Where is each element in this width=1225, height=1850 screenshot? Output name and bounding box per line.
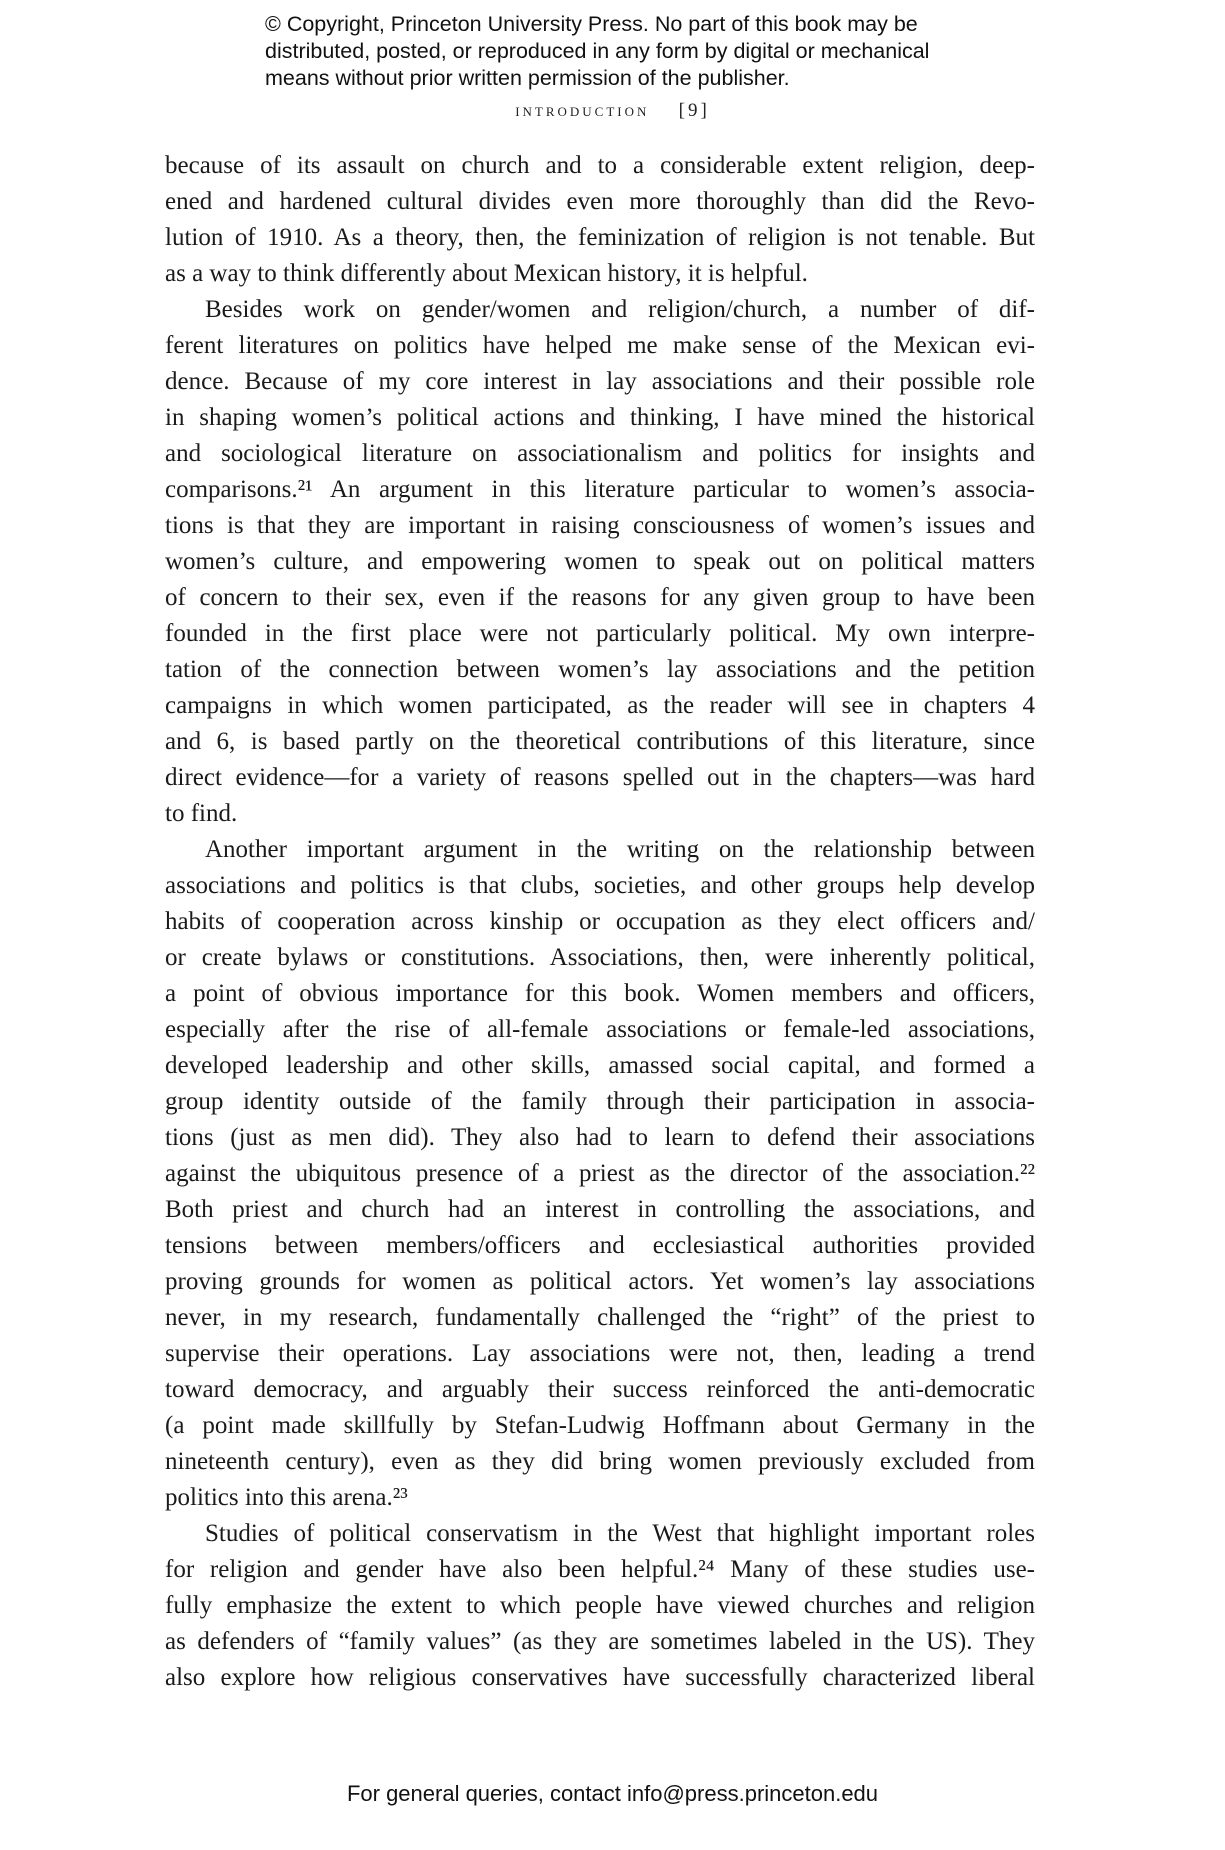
text-line: habits of cooperation across kinship or occupation as they elect officers and/	[165, 908, 1035, 935]
page-number: [9]	[678, 100, 710, 121]
copyright-line: © Copyright, Princeton University Press. No part of this book may be	[265, 12, 918, 36]
running-head-title: introduction	[515, 100, 650, 121]
text-line: because of its assault on church and to a considerable extent religion, deep-	[165, 152, 1035, 179]
text-line: (a point made skillfully by Stefan-Ludwig Hoffmann about Germany in the	[165, 1412, 1035, 1439]
copyright-line: distributed, posted, or reproduced in any form by digital or mechanical	[265, 39, 930, 63]
text-line: developed leadership and other skills, amassed social capital, and formed a	[165, 1052, 1035, 1079]
text-line: women’s culture, and empowering women to speak out on political matters	[165, 548, 1035, 575]
text-line: especially after the rise of all-female associations or female-led associations,	[165, 1016, 1035, 1043]
text-line: toward democracy, and arguably their success reinforced the anti-democratic	[165, 1376, 1035, 1403]
text-line: fully emphasize the extent to which people have viewed churches and religion	[165, 1592, 1035, 1619]
text-line: tensions between members/officers and ecclesiastical authorities provided	[165, 1232, 1035, 1259]
text-line: never, in my research, fundamentally challenged the “right” of the priest to	[165, 1304, 1035, 1331]
text-line: group identity outside of the family through their participation in associa-	[165, 1088, 1035, 1115]
text-line: Studies of political conservatism in the West that highlight important roles	[205, 1520, 1035, 1547]
text-line: ened and hardened cultural divides even more thoroughly than did the Revo-	[165, 188, 1035, 215]
text-line: tation of the connection between women’s lay associations and the petition	[165, 656, 1035, 683]
text-line: comparisons.²¹ An argument in this literature particular to women’s associa-	[165, 476, 1035, 503]
text-line: Besides work on gender/women and religion/church, a number of dif-	[205, 296, 1035, 323]
text-line: in shaping women’s political actions and thinking, I have mined the historical	[165, 404, 1035, 431]
text-line: as a way to think differently about Mexican history, it is helpful.	[165, 260, 808, 287]
text-line: as defenders of “family values” (as they are sometimes labeled in the US). They	[165, 1628, 1035, 1655]
body-text	[165, 148, 1035, 1696]
text-line: or create bylaws or constitutions. Associations, then, were inherently political,	[165, 944, 1035, 971]
text-line: Another important argument in the writing on the relationship between	[205, 836, 1035, 863]
text-line: founded in the first place were not particularly political. My own interpre-	[165, 620, 1035, 647]
copyright-notice	[265, 11, 1025, 92]
text-line: supervise their operations. Lay associations were not, then, leading a trend	[165, 1340, 1035, 1367]
text-line: tions (just as men did). They also had to learn to defend their associations	[165, 1124, 1035, 1151]
text-line: a point of obvious importance for this book. Women members and officers,	[165, 980, 1035, 1007]
text-line: politics into this arena.²³	[165, 1484, 408, 1511]
text-line: and sociological literature on associationalism and politics for insights and	[165, 440, 1035, 467]
text-line: also explore how religious conservatives have successfully characterized liberal	[165, 1664, 1035, 1691]
text-line: associations and politics is that clubs, societies, and other groups help develop	[165, 872, 1035, 899]
copyright-line: means without prior written permission of the publisher.	[265, 66, 790, 90]
text-line: nineteenth century), even as they did bring women previously excluded from	[165, 1448, 1035, 1475]
text-line: against the ubiquitous presence of a priest as the director of the association.²²	[165, 1160, 1035, 1187]
text-line: of concern to their sex, even if the reasons for any given group to have been	[165, 584, 1035, 611]
text-line: tions is that they are important in raising consciousness of women’s issues and	[165, 512, 1035, 539]
text-line: for religion and gender have also been helpful.²⁴ Many of these studies use-	[165, 1556, 1035, 1583]
text-line: dence. Because of my core interest in lay associations and their possible role	[165, 368, 1035, 395]
footer-contact: For general queries, contact info@press.princeton.edu	[346, 1781, 879, 1806]
text-line: to find.	[165, 800, 238, 827]
text-line: and 6, is based partly on the theoretical contributions of this literature, since	[165, 728, 1035, 755]
running-head	[0, 100, 1225, 122]
text-line: direct evidence—for a variety of reasons spelled out in the chapters—was hard	[165, 764, 1035, 791]
text-line: proving grounds for women as political actors. Yet women’s lay associations	[165, 1268, 1035, 1295]
text-line: Both priest and church had an interest in controlling the associations, and	[165, 1196, 1035, 1223]
text-line: ferent literatures on politics have helped me make sense of the Mexican evi-	[165, 332, 1035, 359]
text-line: lution of 1910. As a theory, then, the feminization of religion is not tenable. But	[165, 224, 1035, 251]
text-line: campaigns in which women participated, as the reader will see in chapters 4	[165, 692, 1035, 719]
